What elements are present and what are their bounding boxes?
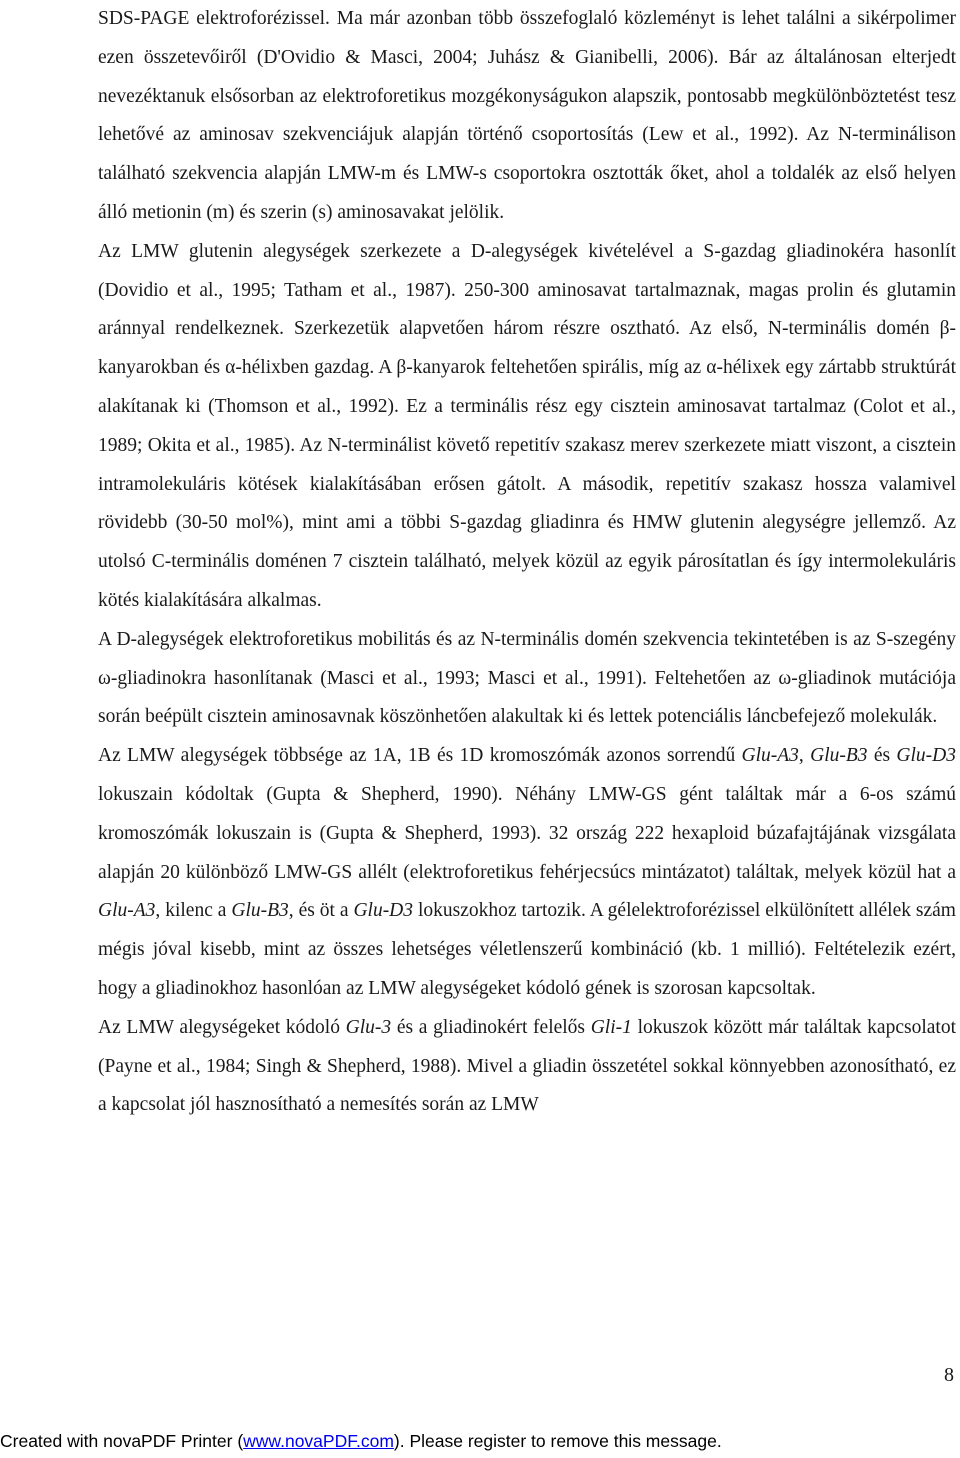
footer-banner (0, 1431, 722, 1452)
text-run: A D-alegységek elektroforetikus mobilitás és az N-terminális domén szekvencia tekintetében is az S-szegény ω-gliadinokra hasonlítanak (Masci et al., 1993; Masci et al., 1991). Feltehetően az ω-gliadinok mutációja során beépült cisztein aminosavnak köszönhetően alakultak ki és lettek potenciális láncbefejező molekulák. (98, 628, 956, 728)
body-text (98, 0, 956, 1125)
italic-text: Glu-D3 (353, 900, 414, 922)
text-run: Az LMW alegységek többsége az 1A, 1B és 1D kromoszómák azonos sorrendű (98, 745, 742, 767)
text-run: , és öt a (288, 900, 354, 922)
paragraph (98, 737, 956, 1009)
text-run: , (798, 745, 811, 767)
text-run: , kilenc a (155, 900, 232, 922)
footer-prefix: Created with novaPDF Printer ( (0, 1431, 244, 1451)
text-run: SDS-PAGE elektroforézissel. Ma már azonban több összefoglaló közleményt is lehet találni a sikérpolimer ezen összetevőiről (D'Ovidio & Masci, 2004; Juhász & Gianibelli, 2006). Bár az általánosan elterjedt nevezéktanuk elsősorban az elektroforetikus mozgékonyságukon alapszik, pontosabb megkülönböztetést tesz lehetővé az aminosav szekvenciájuk alapján történő csoportosítás (Lew et al., 1992). Az N-terminálison található szekvencia alapján LMW-m és LMW-s csoportokra osztották őket, ahol a toldalék az első helyen álló metionin (m) és szerin (s) aminosavakat jelölik. (98, 8, 956, 223)
text-run: lokuszain kódoltak (Gupta & Shepherd, 1990). Néhány LMW-GS gént találtak már a 6-os számú kromoszómák lokuszain is (Gupta & Shepherd, 1993). 32 ország 222 hexaploid búzafajtájának vizsgálata alapján 20 különböző LMW-GS allélt (elektroforetikus fehérjecsúcs mintázatot) találtak, melyek közül hat a (98, 783, 956, 883)
page-number: 8 (944, 1364, 954, 1386)
italic-text: Glu-D3 (896, 745, 956, 767)
paragraph (98, 1009, 956, 1125)
text-run: lokuszokhoz tartozik. A gélelektroforézissel elkülönített allélek szám mégis jóval kisebb, mint az összes lehetséges véletlenszerű kombináció (kb. 1 millió). Feltételezik ezért, hogy a gliadinokhoz hasonlóan az LMW alegységeket kódoló gének is szorosan kapcsoltak. (98, 900, 956, 999)
paragraph (98, 621, 956, 737)
italic-text: Glu-B3 (231, 900, 289, 922)
italic-text: Glu-A3 (741, 745, 799, 767)
novapdf-link[interactable]: www.novaPDF.com (243, 1431, 394, 1451)
italic-text: Gli-1 (590, 1016, 632, 1038)
italic-text: Glu-A3 (98, 900, 156, 922)
paragraph (98, 0, 956, 233)
italic-text: Glu-3 (345, 1016, 392, 1038)
italic-text: Glu-B3 (810, 745, 868, 767)
text-run: Az LMW alegységeket kódoló (98, 1016, 346, 1038)
paragraph (98, 233, 956, 621)
footer-suffix: ). Please register to remove this message. (393, 1431, 722, 1451)
text-run: Az LMW glutenin alegységek szerkezete a D-alegységek kivételével a S-gazdag gliadinokéra hasonlít (Dovidio et al., 1995; Tatham et al., 1987). 250-300 aminosavat tartalmaznak, magas prolin és glutamin aránnyal rendelkeznek. Szerkezetük alapvetően három részre osztható. Az első, N-terminális domén β-kanyarokban és α-hélixben gazdag. A β-kanyarok feltehetően spirális, míg az α-hélixek egy zártabb struktúrát alakítanak ki (Thomson et al., 1992). Ez a terminális rész egy cisztein aminosavat tartalmaz (Colot et al., 1989; Okita et al., 1985). Az N-terminálist követő repetitív szakasz merev szerkezete miatt viszont, a cisztein intramolekuláris kötések kialakításában erősen gátolt. A második, repetitív szakasz hossza valamivel rövidebb (30-50 mol%), mint ami a többi S-gazdag gliadinra és HMW glutenin alegységre jellemző. Az utolsó C-terminális doménen 7 cisztein található, melyek közül az egyik párosítatlan és így intermolekuláris kötés kialakítására alkalmas. (98, 240, 956, 611)
text-run: és (867, 745, 897, 767)
text-run: és a gliadinokért felelős (391, 1016, 591, 1038)
text-run: lokuszok között már találtak kapcsolatot (Payne et al., 1984; Singh & Shepherd, 1988). Mivel a gliadin összetétel sokkal könnyebben azonosítható, ez a kapcsolat jól hasznosítható a nemesítés során az LMW (98, 1016, 956, 1116)
